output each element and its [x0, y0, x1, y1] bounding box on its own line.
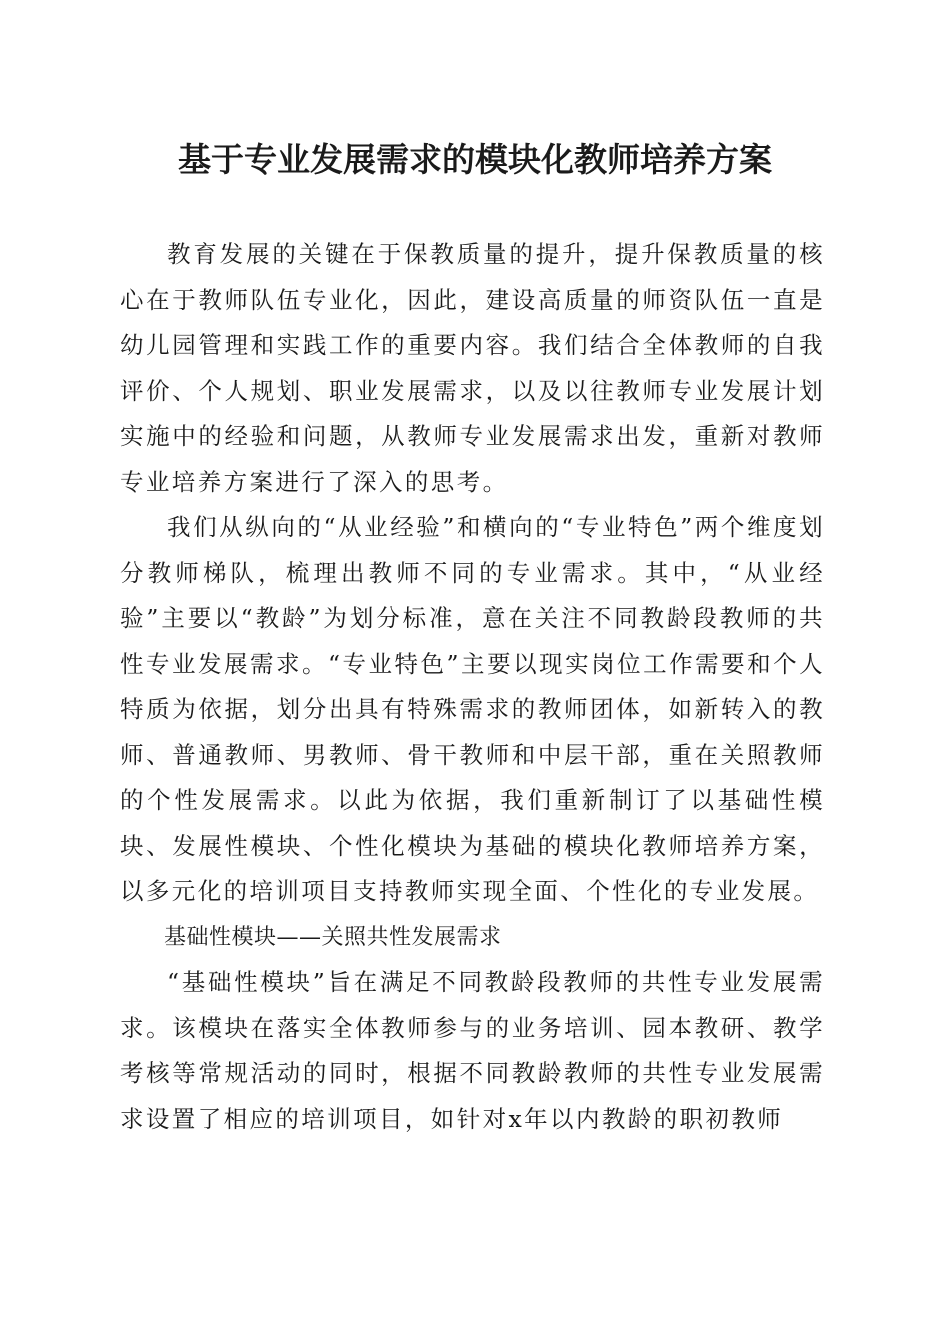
paragraph-intro: 教育发展的关键在于保教质量的提升，提升保教质量的核心在于教师队伍专业化，因此，建设高质量的师资队伍一直是幼儿园管理和实践工作的重要内容。我们结合全体教师的自我评价、个人规划、职业发展需求，以及以往教师专业发展计划实施中的经验和问题，从教师专业发展需求出发，重新对教师专业培养方案进行了深入的思考。	[120, 240, 825, 496]
document-title: 基于专业发展需求的模块化教师培养方案	[178, 140, 772, 179]
paragraph-basic-module: “基础性模块”旨在满足不同教龄段教师的共性专业发展需求。该模块在落实全体教师参与的业务培训、园本教研、教学考核等常规活动的同时，根据不同教龄教师的共性专业发展需求设置了相应的培训项目，如针对x年以内教龄的职初教师	[120, 968, 825, 1133]
document-body	[120, 232, 825, 1142]
section-heading-basic-module: 基础性模块——关照共性发展需求	[164, 924, 502, 950]
paragraph-dimensions: 我们从纵向的“从业经验”和横向的“专业特色”两个维度划分教师梯队，梳理出教师不同的专业需求。其中，“从业经验”主要以“教龄”为划分标准，意在关注不同教龄段教师的共性专业发展需求。“专业特色”主要以现实岗位工作需要和个人特质为依据，划分出具有特殊需求的教师团体，如新转入的教师、普通教师、男教师、骨干教师和中层干部，重在关照教师的个性发展需求。以此为依据，我们重新制订了以基础性模块、发展性模块、个性化模块为基础的模块化教师培养方案，以多元化的培训项目支持教师实现全面、个性化的专业发展。	[120, 513, 825, 905]
